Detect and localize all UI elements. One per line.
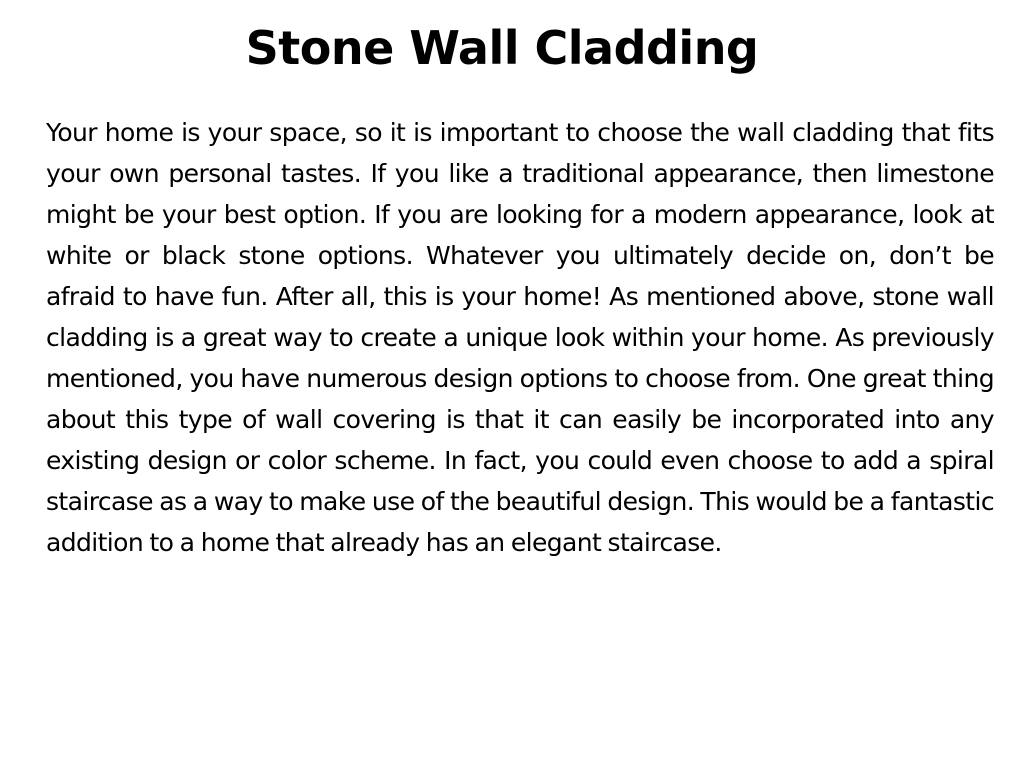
slide-body-paragraph: Your home is your space, so it is important to choose the wall cladding that fits your own personal tastes. If you like a traditional appearance, then limestone might be your best option. If you are looking for a modern appearance, look at white or black stone options. Whatever you ultimately decide on, don’t be afraid to have fun. After all, this is your home! As mentioned above, stone wall cladding is a great way to create a unique look within your home. As previously mentioned, you have numerous design options to choose from. One great thing about this type of wall covering is that it can easily be incorporated into any existing design or color scheme. In fact, you could even choose to add a spiral staircase as a way to make use of the beautiful design. This would be a fantastic addition to a home that already has an elegant staircase. xyxy=(46,118,994,557)
slide-title: Stone Wall Cladding xyxy=(245,21,759,75)
